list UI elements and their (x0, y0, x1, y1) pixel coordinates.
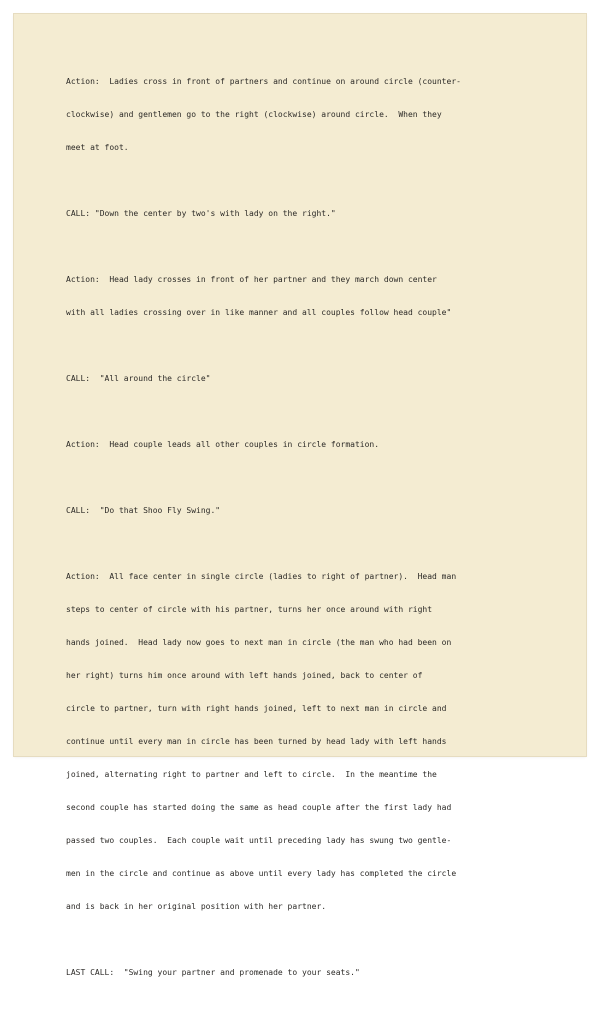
text-line: circle to partner, turn with right hands joined, left to next man in circle and (66, 704, 447, 713)
text-line: CALL: "Down the center by two's with lady on the right." (66, 209, 336, 218)
paragraph-call-2 (66, 351, 536, 406)
paragraph-call-1 (66, 186, 536, 241)
text-line: second couple has started doing the same as head couple after the first lady had (66, 803, 452, 812)
paragraph-call-3 (66, 483, 536, 538)
text-line: continue until every man in circle has been turned by head lady with left hands (66, 737, 447, 746)
text-line: passed two couples. Each couple wait until preceding lady has swung two gentle- (66, 836, 452, 845)
paragraph-action-1 (66, 54, 536, 175)
paragraph-last-call (66, 945, 536, 1000)
text-line: CALL: "All around the circle" (66, 374, 211, 383)
text-line: LAST CALL: "Swing your partner and promenade to your seats." (66, 968, 360, 977)
text-line: and is back in her original position with her partner. (66, 902, 327, 911)
text-line: her right) turns him once around with left hands joined, back to center of (66, 671, 423, 680)
paragraph-action-4 (66, 549, 536, 934)
text-line: steps to center of circle with his partner, turns her once around with right (66, 605, 433, 614)
text-line: Action: All face center in single circle (ladies to right of partner). Head man (66, 572, 457, 581)
text-line: Action: Head couple leads all other couples in circle formation. (66, 440, 380, 449)
text-line: Action: Head lady crosses in front of her partner and they march down center (66, 275, 437, 284)
paragraph-action-2 (66, 252, 536, 340)
text-line: with all ladies crossing over in like manner and all couples follow head couple" (66, 308, 452, 317)
text-line: hands joined. Head lady now goes to next man in circle (the man who had been on (66, 638, 452, 647)
text-line: men in the circle and continue as above until every lady has completed the circle (66, 869, 457, 878)
text-line: clockwise) and gentlemen go to the right (clockwise) around circle. When they (66, 110, 442, 119)
paragraph-action-3 (66, 417, 536, 472)
typed-text-body (66, 54, 536, 1011)
text-line: CALL: "Do that Shoo Fly Swing." (66, 506, 221, 515)
text-line: meet at foot. (66, 143, 129, 152)
text-line: joined, alternating right to partner and left to circle. In the meantime the (66, 770, 437, 779)
document-page (14, 14, 586, 977)
text-line: Action: Ladies cross in front of partners and continue on around circle (counter- (66, 77, 461, 86)
